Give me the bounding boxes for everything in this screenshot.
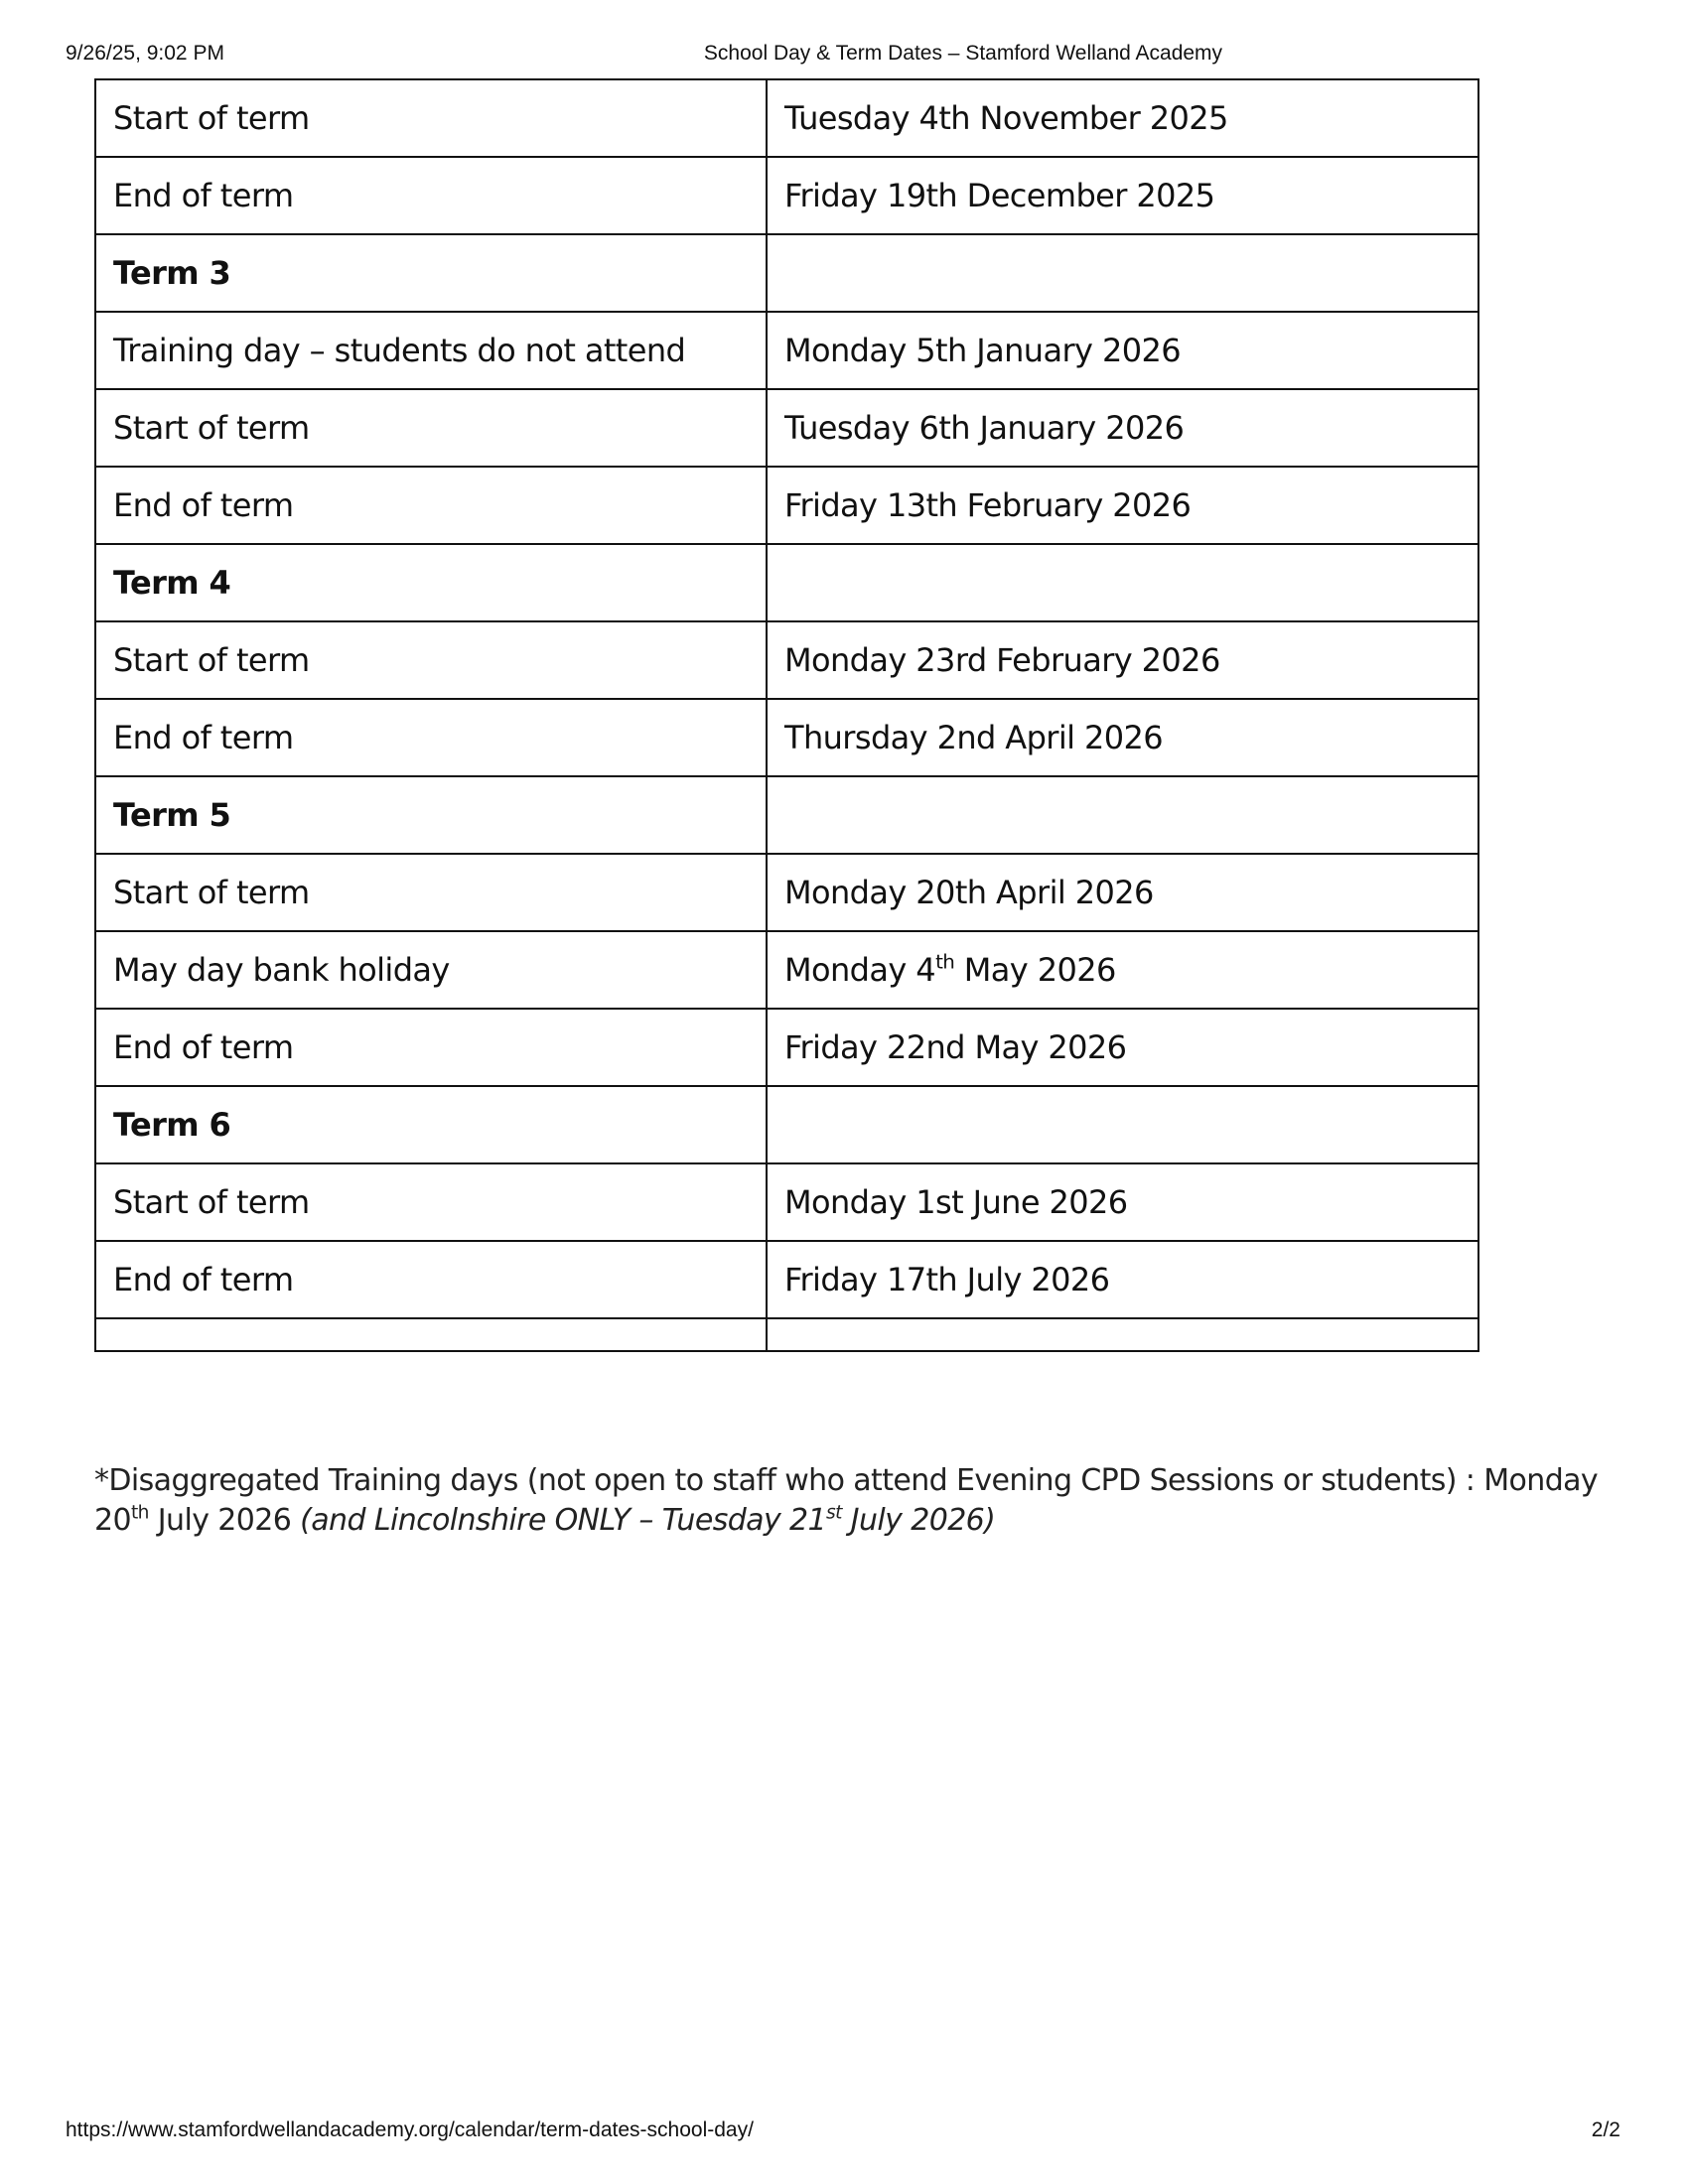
row-date xyxy=(767,776,1478,854)
footnote-text: *Disaggregated Training days (not open to staff who attend Evening CPD Sessions or students) : Monday xyxy=(94,1463,1599,1498)
row-date xyxy=(767,1086,1478,1163)
ordinal-suffix: st xyxy=(826,1502,842,1524)
row-label: Start of term xyxy=(95,854,767,931)
table-row-start-term-5 xyxy=(95,854,1478,931)
row-label: End of term xyxy=(95,1241,767,1318)
row-label: Start of term xyxy=(95,79,767,157)
term-dates-table xyxy=(94,78,1479,1352)
table-row-may-bank-holiday xyxy=(95,931,1478,1009)
footnote-italic-text: (and Lincolnshire ONLY – Tuesday 21 xyxy=(300,1503,827,1538)
row-date: Monday 23rd February 2026 xyxy=(767,621,1478,699)
row-label: Training day – students do not attend xyxy=(95,312,767,389)
table-row-start-term-6 xyxy=(95,1163,1478,1241)
row-date: Monday 20th April 2026 xyxy=(767,854,1478,931)
row-label: End of term xyxy=(95,157,767,234)
print-datetime: 9/26/25, 9:02 PM xyxy=(66,42,224,65)
row-date: Thursday 2nd April 2026 xyxy=(767,699,1478,776)
row-date: Friday 22nd May 2026 xyxy=(767,1009,1478,1086)
table-row-start-term-2 xyxy=(95,79,1478,157)
table-row-end-term-6 xyxy=(95,1241,1478,1318)
row-date: Monday 1st June 2026 xyxy=(767,1163,1478,1241)
ordinal-suffix: th xyxy=(130,1502,149,1524)
footnote-lincolnshire-note xyxy=(300,1503,995,1538)
table-row-start-term-3 xyxy=(95,389,1478,467)
print-page-title: School Day & Term Dates – Stamford Welland Academy xyxy=(703,42,1223,65)
table-row-end-term-4 xyxy=(95,699,1478,776)
term-heading: Term 4 xyxy=(95,544,767,621)
row-label: May day bank holiday xyxy=(95,931,767,1009)
table-row-end-term-3 xyxy=(95,467,1478,544)
footnote-italic-text: July 2026) xyxy=(841,1503,996,1538)
row-label: End of term xyxy=(95,699,767,776)
footnote-day: 20 xyxy=(94,1503,131,1538)
footnote-text: July 2026 xyxy=(148,1503,301,1538)
table-row-end-term-5 xyxy=(95,1009,1478,1086)
row-label xyxy=(95,1318,767,1351)
row-date: Friday 13th February 2026 xyxy=(767,467,1478,544)
row-date: Tuesday 6th January 2026 xyxy=(767,389,1478,467)
row-date xyxy=(767,544,1478,621)
row-date: Friday 17th July 2026 xyxy=(767,1241,1478,1318)
row-label: Start of term xyxy=(95,621,767,699)
table-row-training-day xyxy=(95,312,1478,389)
table-row-empty xyxy=(95,1318,1478,1351)
date-text: May 2026 xyxy=(954,951,1116,989)
table-row-term-6-heading xyxy=(95,1086,1478,1163)
row-date xyxy=(767,931,1478,1009)
term-heading: Term 5 xyxy=(95,776,767,854)
page-number: 2/2 xyxy=(1591,2118,1620,2141)
term-heading: Term 6 xyxy=(95,1086,767,1163)
date-text: Monday 4 xyxy=(784,951,936,989)
table-row-start-term-4 xyxy=(95,621,1478,699)
table-row-term-5-heading xyxy=(95,776,1478,854)
row-date: Monday 5th January 2026 xyxy=(767,312,1478,389)
row-date: Friday 19th December 2025 xyxy=(767,157,1478,234)
ordinal-suffix: th xyxy=(935,950,955,974)
term-heading: Term 3 xyxy=(95,234,767,312)
training-days-footnote xyxy=(94,1461,1604,1541)
row-label: Start of term xyxy=(95,1163,767,1241)
table-row-term-3-heading xyxy=(95,234,1478,312)
row-date: Tuesday 4th November 2025 xyxy=(767,79,1478,157)
row-label: End of term xyxy=(95,467,767,544)
row-label: End of term xyxy=(95,1009,767,1086)
row-date xyxy=(767,234,1478,312)
table-row-end-term-2 xyxy=(95,157,1478,234)
table-row-term-4-heading xyxy=(95,544,1478,621)
page-url: https://www.stamfordwellandacademy.org/calendar/term-dates-school-day/ xyxy=(66,2118,754,2141)
row-date xyxy=(767,1318,1478,1351)
row-label: Start of term xyxy=(95,389,767,467)
